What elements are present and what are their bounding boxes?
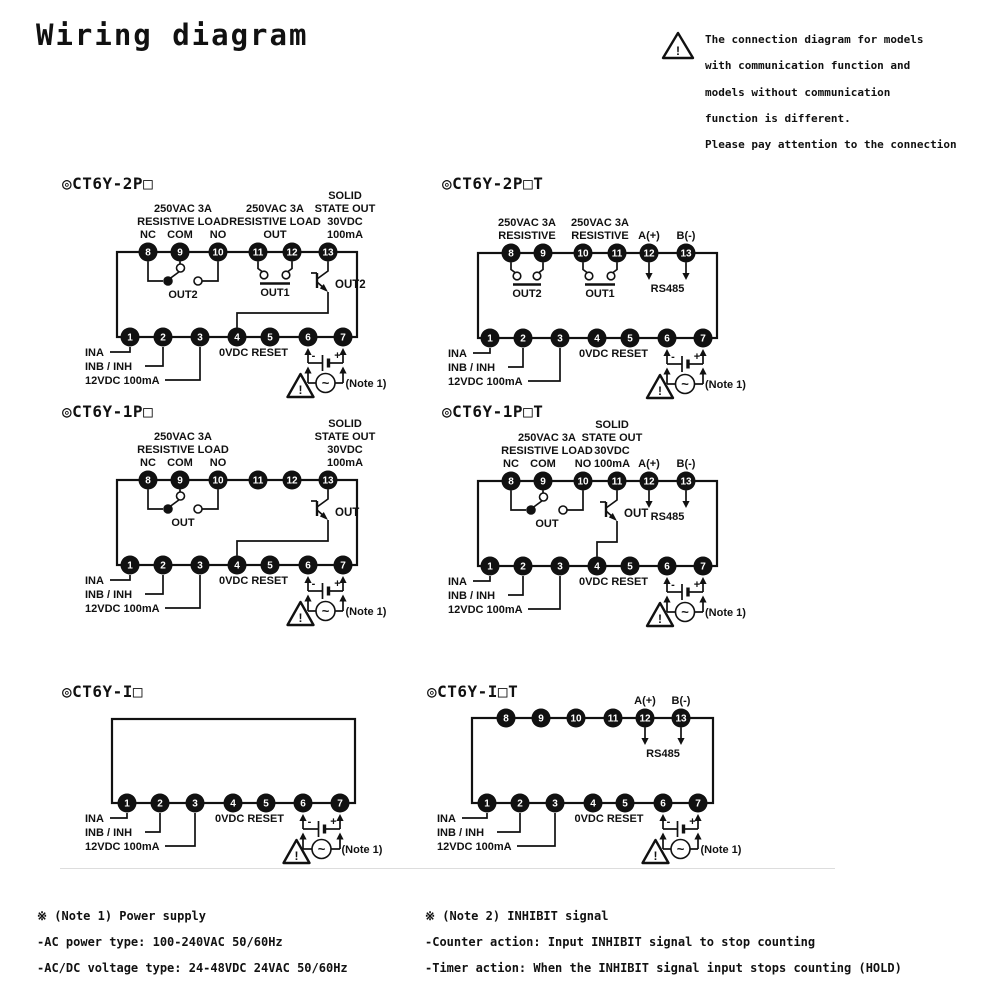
wire [203, 262, 219, 282]
terminal-number: 7 [337, 798, 343, 810]
terminal-number: 11 [252, 247, 264, 259]
warning-exclamation: ! [298, 383, 303, 397]
terminal-number: 12 [643, 248, 655, 260]
terminal-number: 12 [639, 713, 651, 725]
input-label: 12VDC 100mA [85, 841, 160, 853]
input-label: INA [85, 347, 104, 359]
rs485-pin-label: B(-) [676, 458, 696, 470]
schematic-canvas [440, 400, 792, 634]
contact-icon [513, 272, 521, 280]
wire [110, 813, 127, 818]
power-note-label: (Note 1) [705, 379, 746, 391]
terminal-number: 1 [127, 332, 133, 344]
model-title: ◎CT6Y-I□T [427, 682, 519, 701]
device-outline [472, 718, 713, 803]
warning-line: Please pay attention to the connection [705, 138, 957, 152]
terminal-number: 6 [664, 561, 670, 573]
note-1 [37, 903, 348, 981]
contact-icon [533, 272, 541, 280]
arrow-up-icon [304, 367, 311, 374]
pin-label: NC [503, 458, 519, 470]
input-label: 12VDC 100mA [85, 603, 160, 615]
terminal-group-header: STATE OUT [581, 432, 643, 444]
terminal-number: 9 [540, 476, 546, 488]
terminal-number: 2 [157, 798, 163, 810]
terminal-group-header: 250VAC 3A [498, 217, 556, 229]
reset-label: 0VDC RESET [578, 348, 649, 360]
no-contact-icon [559, 506, 567, 514]
terminal-group-header: RESISTIVE [498, 230, 556, 242]
wire [317, 262, 328, 280]
battery-minus-label: - [307, 816, 312, 828]
terminal-number: 4 [594, 561, 600, 573]
contact-icon [260, 271, 268, 279]
terminal-number: 5 [627, 333, 633, 345]
arrow-up-icon [699, 577, 706, 584]
relay-hinge-icon [177, 492, 185, 500]
input-label: INB / INH [85, 827, 133, 839]
terminal-number: 4 [234, 332, 240, 344]
terminal-group-header: 250VAC 3A [571, 217, 629, 229]
terminal-group-header: 30VDC [327, 216, 363, 228]
ac-wave-label: ~ [321, 375, 330, 391]
rs485-pin-label: A(+) [638, 230, 660, 242]
rs485-pin-label: B(-) [671, 695, 691, 707]
terminal-number: 5 [622, 798, 628, 810]
terminal-number: 12 [643, 476, 655, 488]
input-label: INA [85, 813, 104, 825]
note-2 [425, 903, 902, 981]
terminal-number: 6 [664, 333, 670, 345]
wire [288, 262, 292, 272]
diagram-ct6y-i [60, 680, 415, 880]
terminal-number: 10 [212, 475, 224, 487]
wire [511, 491, 526, 511]
battery-minus-label: - [311, 350, 316, 362]
terminal-number: 7 [700, 561, 706, 573]
reset-label: 0VDC RESET [214, 813, 285, 825]
reset-label: 0VDC RESET [218, 575, 289, 587]
pin-label: NC [140, 457, 156, 469]
warning-exclamation: ! [298, 611, 303, 625]
battery-minus-label: - [671, 579, 675, 591]
terminal-number: 2 [520, 333, 526, 345]
wire [165, 813, 195, 846]
wire [473, 348, 490, 353]
terminal-number: 6 [305, 560, 311, 572]
reset-label: 0VDC RESET [578, 576, 649, 588]
wire [597, 521, 617, 557]
terminal-group-header: 250VAC 3A [246, 203, 304, 215]
terminal-number: 8 [145, 475, 151, 487]
terminal-number: 5 [627, 561, 633, 573]
wire [583, 263, 587, 273]
wire [145, 575, 163, 594]
model-title: ◎CT6Y-1P□T [442, 402, 544, 421]
terminal-number: 4 [234, 560, 240, 572]
wire [517, 813, 555, 846]
arrow-up-icon [699, 368, 706, 375]
arrow-down-icon [645, 273, 652, 280]
terminal-number: 3 [192, 798, 198, 810]
terminal-group-header: RESISTIVE LOAD [137, 444, 229, 456]
battery-plus-label: + [334, 578, 341, 590]
terminal-group-header: SOLID [595, 419, 629, 431]
contact-icon [282, 271, 290, 279]
terminal-number: 1 [484, 798, 490, 810]
ac-wave-label: ~ [681, 604, 689, 620]
arrow-up-icon [299, 814, 306, 821]
contact-icon [607, 272, 615, 280]
battery-plus-label: + [693, 579, 701, 591]
transistor-output-label: OUT [624, 508, 649, 520]
pin-label: NO [209, 457, 227, 469]
terminal-number: 10 [570, 713, 582, 725]
arrow-up-icon [304, 348, 311, 355]
terminal-number: 6 [660, 798, 666, 810]
warning-exclamation: ! [676, 44, 680, 58]
input-label: INB / INH [85, 589, 133, 601]
terminal-number: 9 [177, 247, 183, 259]
power-note-label: (Note 1) [705, 607, 746, 619]
arrow-up-icon [339, 367, 346, 374]
input-label: INA [437, 813, 456, 825]
relay-output-label: OUT [535, 518, 559, 530]
wire [170, 272, 180, 279]
ac-wave-label: ~ [676, 841, 685, 857]
schematic-canvas [440, 172, 792, 406]
terminal-number: 7 [695, 798, 701, 810]
terminal-group-header: 30VDC [327, 444, 363, 456]
arrow-up-icon [304, 595, 311, 602]
battery-plus-label: + [689, 816, 696, 828]
battery-minus-label: - [671, 351, 675, 363]
terminal-number: 11 [611, 476, 623, 488]
device-outline [112, 719, 355, 803]
terminal-number: 11 [607, 713, 619, 725]
terminal-number: 3 [557, 561, 563, 573]
power-note-label: (Note 1) [345, 378, 387, 390]
model-title: ◎CT6Y-I□ [62, 682, 144, 701]
terminal-number: 1 [487, 561, 493, 573]
ac-wave-label: ~ [317, 841, 326, 857]
contact-output-label: OUT1 [260, 287, 290, 299]
reset-label: 0VDC RESET [218, 347, 289, 359]
arrow-up-icon [336, 814, 343, 821]
pin-label: COM [167, 457, 193, 469]
terminal-number: 2 [517, 798, 523, 810]
separator-line [60, 868, 835, 869]
power-note-label: (Note 1) [700, 844, 742, 856]
rs485-label: RS485 [646, 748, 680, 760]
diagram-ct6y-1p-t [440, 400, 792, 634]
wire [497, 813, 520, 832]
terminal-number: 3 [557, 333, 563, 345]
terminal-number: 4 [230, 798, 236, 810]
terminal-number: 8 [508, 248, 514, 260]
schematic-canvas [60, 172, 412, 406]
terminal-number: 5 [263, 798, 269, 810]
terminal-number: 10 [212, 247, 224, 259]
wire [613, 263, 617, 273]
pin-label: OUT [263, 229, 287, 241]
model-title: ◎CT6Y-2P□T [442, 174, 544, 193]
terminal-number: 1 [487, 333, 493, 345]
input-label: 12VDC 100mA [448, 376, 523, 388]
wire [145, 347, 163, 366]
contact-output-label: OUT1 [585, 288, 615, 300]
wire [170, 500, 180, 507]
wire [165, 575, 200, 608]
wire [568, 491, 584, 511]
terminal-group-header: 250VAC 3A [154, 431, 212, 443]
diagram-ct6y-2p-t [440, 172, 792, 406]
arrow-up-icon [659, 833, 666, 840]
terminal-group-header: 250VAC 3A [518, 432, 576, 444]
wire [317, 490, 328, 508]
terminal-number: 13 [680, 248, 692, 260]
wire [511, 263, 515, 273]
battery-minus-label: - [666, 816, 671, 828]
model-title: ◎CT6Y-1P□ [62, 402, 154, 421]
battery-minus-label: - [311, 578, 316, 590]
input-label: 12VDC 100mA [85, 375, 160, 387]
terminal-number: 1 [127, 560, 133, 572]
note-1-title: ※ (Note 1) Power supply [37, 909, 206, 923]
terminal-number: 7 [700, 333, 706, 345]
terminal-group-header: STATE OUT [314, 203, 376, 215]
warning-exclamation: ! [653, 849, 658, 863]
ac-wave-label: ~ [321, 603, 330, 619]
arrow-up-icon [694, 833, 701, 840]
warning-line: The connection diagram for models [705, 33, 924, 46]
terminal-number: 9 [540, 248, 546, 260]
terminal-group-header: RESISTIVE [571, 230, 629, 242]
wire [110, 575, 130, 580]
terminal-number: 2 [160, 332, 166, 344]
input-label: INB / INH [448, 362, 496, 374]
relay-hinge-icon [540, 493, 548, 501]
power-note-label: (Note 1) [345, 606, 387, 618]
reset-label: 0VDC RESET [574, 813, 644, 825]
warning-text [705, 27, 995, 158]
terminal-number: 13 [322, 475, 334, 487]
arrow-up-icon [699, 596, 706, 603]
terminal-number: 13 [322, 247, 334, 259]
wire [606, 491, 617, 509]
terminal-group-header: 100mA [326, 457, 364, 469]
terminal-group-header: 30VDC [594, 445, 630, 457]
terminal-number: 11 [611, 248, 623, 260]
terminal-group-header: 100mA [326, 229, 364, 241]
terminal-number: 4 [594, 333, 600, 345]
terminal-number: 13 [675, 713, 687, 725]
rs485-label: RS485 [650, 511, 685, 523]
schematic-canvas [425, 680, 785, 880]
arrow-up-icon [336, 833, 343, 840]
diagram-ct6y-1p [60, 400, 412, 634]
input-label: INB / INH [437, 827, 485, 839]
terminal-number: 12 [286, 247, 298, 259]
schematic-canvas [60, 680, 415, 880]
rs485-label: RS485 [650, 283, 685, 295]
terminal-number: 8 [145, 247, 151, 259]
input-label: 12VDC 100mA [448, 604, 523, 616]
schematic-canvas [60, 400, 412, 634]
no-contact-icon [194, 505, 202, 513]
page-title: Wiring diagram [36, 18, 309, 52]
terminal-group-header: 100mA [593, 458, 631, 470]
input-label: INB / INH [448, 590, 496, 602]
rs485-pin-label: B(-) [676, 230, 696, 242]
contact-output-label: OUT2 [512, 288, 542, 300]
terminal-number: 6 [305, 332, 311, 344]
wire [148, 490, 163, 510]
arrow-down-icon [677, 738, 684, 745]
terminal-number: 7 [340, 560, 346, 572]
battery-plus-label: + [693, 351, 701, 363]
battery-plus-label: + [334, 350, 341, 362]
arrow-up-icon [304, 576, 311, 583]
pin-label: COM [167, 229, 193, 241]
diagram-ct6y-i-t [425, 680, 785, 880]
wire [473, 576, 490, 581]
input-label: 12VDC 100mA [437, 841, 512, 853]
power-note-label: (Note 1) [341, 844, 383, 856]
rs485-pin-label: A(+) [638, 458, 660, 470]
wire [528, 576, 560, 609]
warning-exclamation: ! [658, 384, 662, 398]
relay-output-label: OUT2 [168, 289, 198, 301]
transistor-output-label: OUT [335, 507, 360, 519]
wire [110, 347, 130, 352]
terminal-number: 3 [197, 332, 203, 344]
terminal-number: 13 [680, 476, 692, 488]
input-label: INB / INH [85, 361, 133, 373]
wire [203, 490, 219, 510]
wire [539, 263, 543, 273]
input-label: INA [448, 348, 467, 360]
wire [528, 348, 560, 381]
rs485-pin-label: A(+) [634, 695, 656, 707]
terminal-group-header: SOLID [328, 190, 362, 202]
terminal-number: 9 [177, 475, 183, 487]
wire [237, 520, 328, 556]
terminal-number: 6 [300, 798, 306, 810]
model-title: ◎CT6Y-2P□ [62, 174, 154, 193]
wire [462, 813, 487, 818]
terminal-group-header: STATE OUT [314, 431, 376, 443]
arrow-down-icon [645, 501, 652, 508]
terminal-number: 3 [552, 798, 558, 810]
wire [165, 347, 200, 380]
transistor-output-label: OUT2 [335, 279, 366, 291]
arrow-up-icon [339, 595, 346, 602]
arrow-down-icon [682, 273, 689, 280]
terminal-number: 4 [590, 798, 596, 810]
warning-line: function is different. [705, 111, 851, 125]
note-2-line: -Counter action: Input INHIBIT signal to stop counting [425, 935, 816, 949]
pin-label: NO [574, 458, 592, 470]
input-label: INA [85, 575, 104, 587]
pin-label: NC [140, 229, 156, 241]
wire [145, 813, 160, 832]
arrow-up-icon [663, 577, 670, 584]
terminal-number: 8 [503, 713, 509, 725]
note-1-line: -AC power type: 100-240VAC 50/60Hz [37, 935, 283, 949]
warning-exclamation: ! [658, 612, 662, 626]
relay-output-label: OUT [171, 517, 195, 529]
terminal-number: 3 [197, 560, 203, 572]
note-2-line: -Timer action: When the INHIBIT signal input stops counting (HOLD) [425, 961, 902, 975]
wire [508, 348, 523, 367]
terminal-number: 2 [520, 561, 526, 573]
pin-label: NO [209, 229, 227, 241]
terminal-group-header: RESISTIVE LOAD [229, 216, 321, 228]
terminal-number: 8 [508, 476, 514, 488]
arrow-up-icon [659, 814, 666, 821]
warning-line: with communication function and [705, 59, 911, 73]
warning-line: models without communication [705, 85, 891, 99]
note-2-title: ※ (Note 2) INHIBIT signal [425, 909, 609, 923]
relay-hinge-icon [177, 264, 185, 272]
terminal-number: 5 [267, 332, 273, 344]
terminal-group-header: SOLID [328, 418, 362, 430]
terminal-number: 10 [577, 248, 589, 260]
input-label: INA [448, 576, 467, 588]
pin-label: COM [530, 458, 556, 470]
arrow-down-icon [641, 738, 648, 745]
terminal-number: 9 [538, 713, 544, 725]
wire [533, 501, 543, 508]
terminal-number: 5 [267, 560, 273, 572]
wire [258, 262, 262, 272]
arrow-up-icon [663, 368, 670, 375]
arrow-up-icon [699, 349, 706, 356]
arrow-up-icon [663, 349, 670, 356]
arrow-up-icon [299, 833, 306, 840]
warning-exclamation: ! [294, 849, 299, 863]
arrow-down-icon [682, 501, 689, 508]
terminal-number: 7 [340, 332, 346, 344]
terminal-number: 10 [577, 476, 589, 488]
battery-plus-label: + [330, 816, 337, 828]
terminal-number: 11 [252, 475, 264, 487]
terminal-group-header: RESISTIVE LOAD [137, 216, 229, 228]
wire [148, 262, 163, 282]
wire [508, 576, 523, 595]
ac-wave-label: ~ [681, 376, 689, 392]
terminal-group-header: 250VAC 3A [154, 203, 212, 215]
contact-icon [585, 272, 593, 280]
terminal-group-header: RESISTIVE LOAD [501, 445, 593, 457]
terminal-number: 2 [160, 560, 166, 572]
terminal-number: 12 [286, 475, 298, 487]
no-contact-icon [194, 277, 202, 285]
diagram-ct6y-2p [60, 172, 412, 406]
terminal-number: 1 [124, 798, 130, 810]
arrow-up-icon [663, 596, 670, 603]
warning-triangle-icon [661, 30, 697, 66]
note-1-line: -AC/DC voltage type: 24-48VDC 24VAC 50/60Hz [37, 961, 348, 975]
